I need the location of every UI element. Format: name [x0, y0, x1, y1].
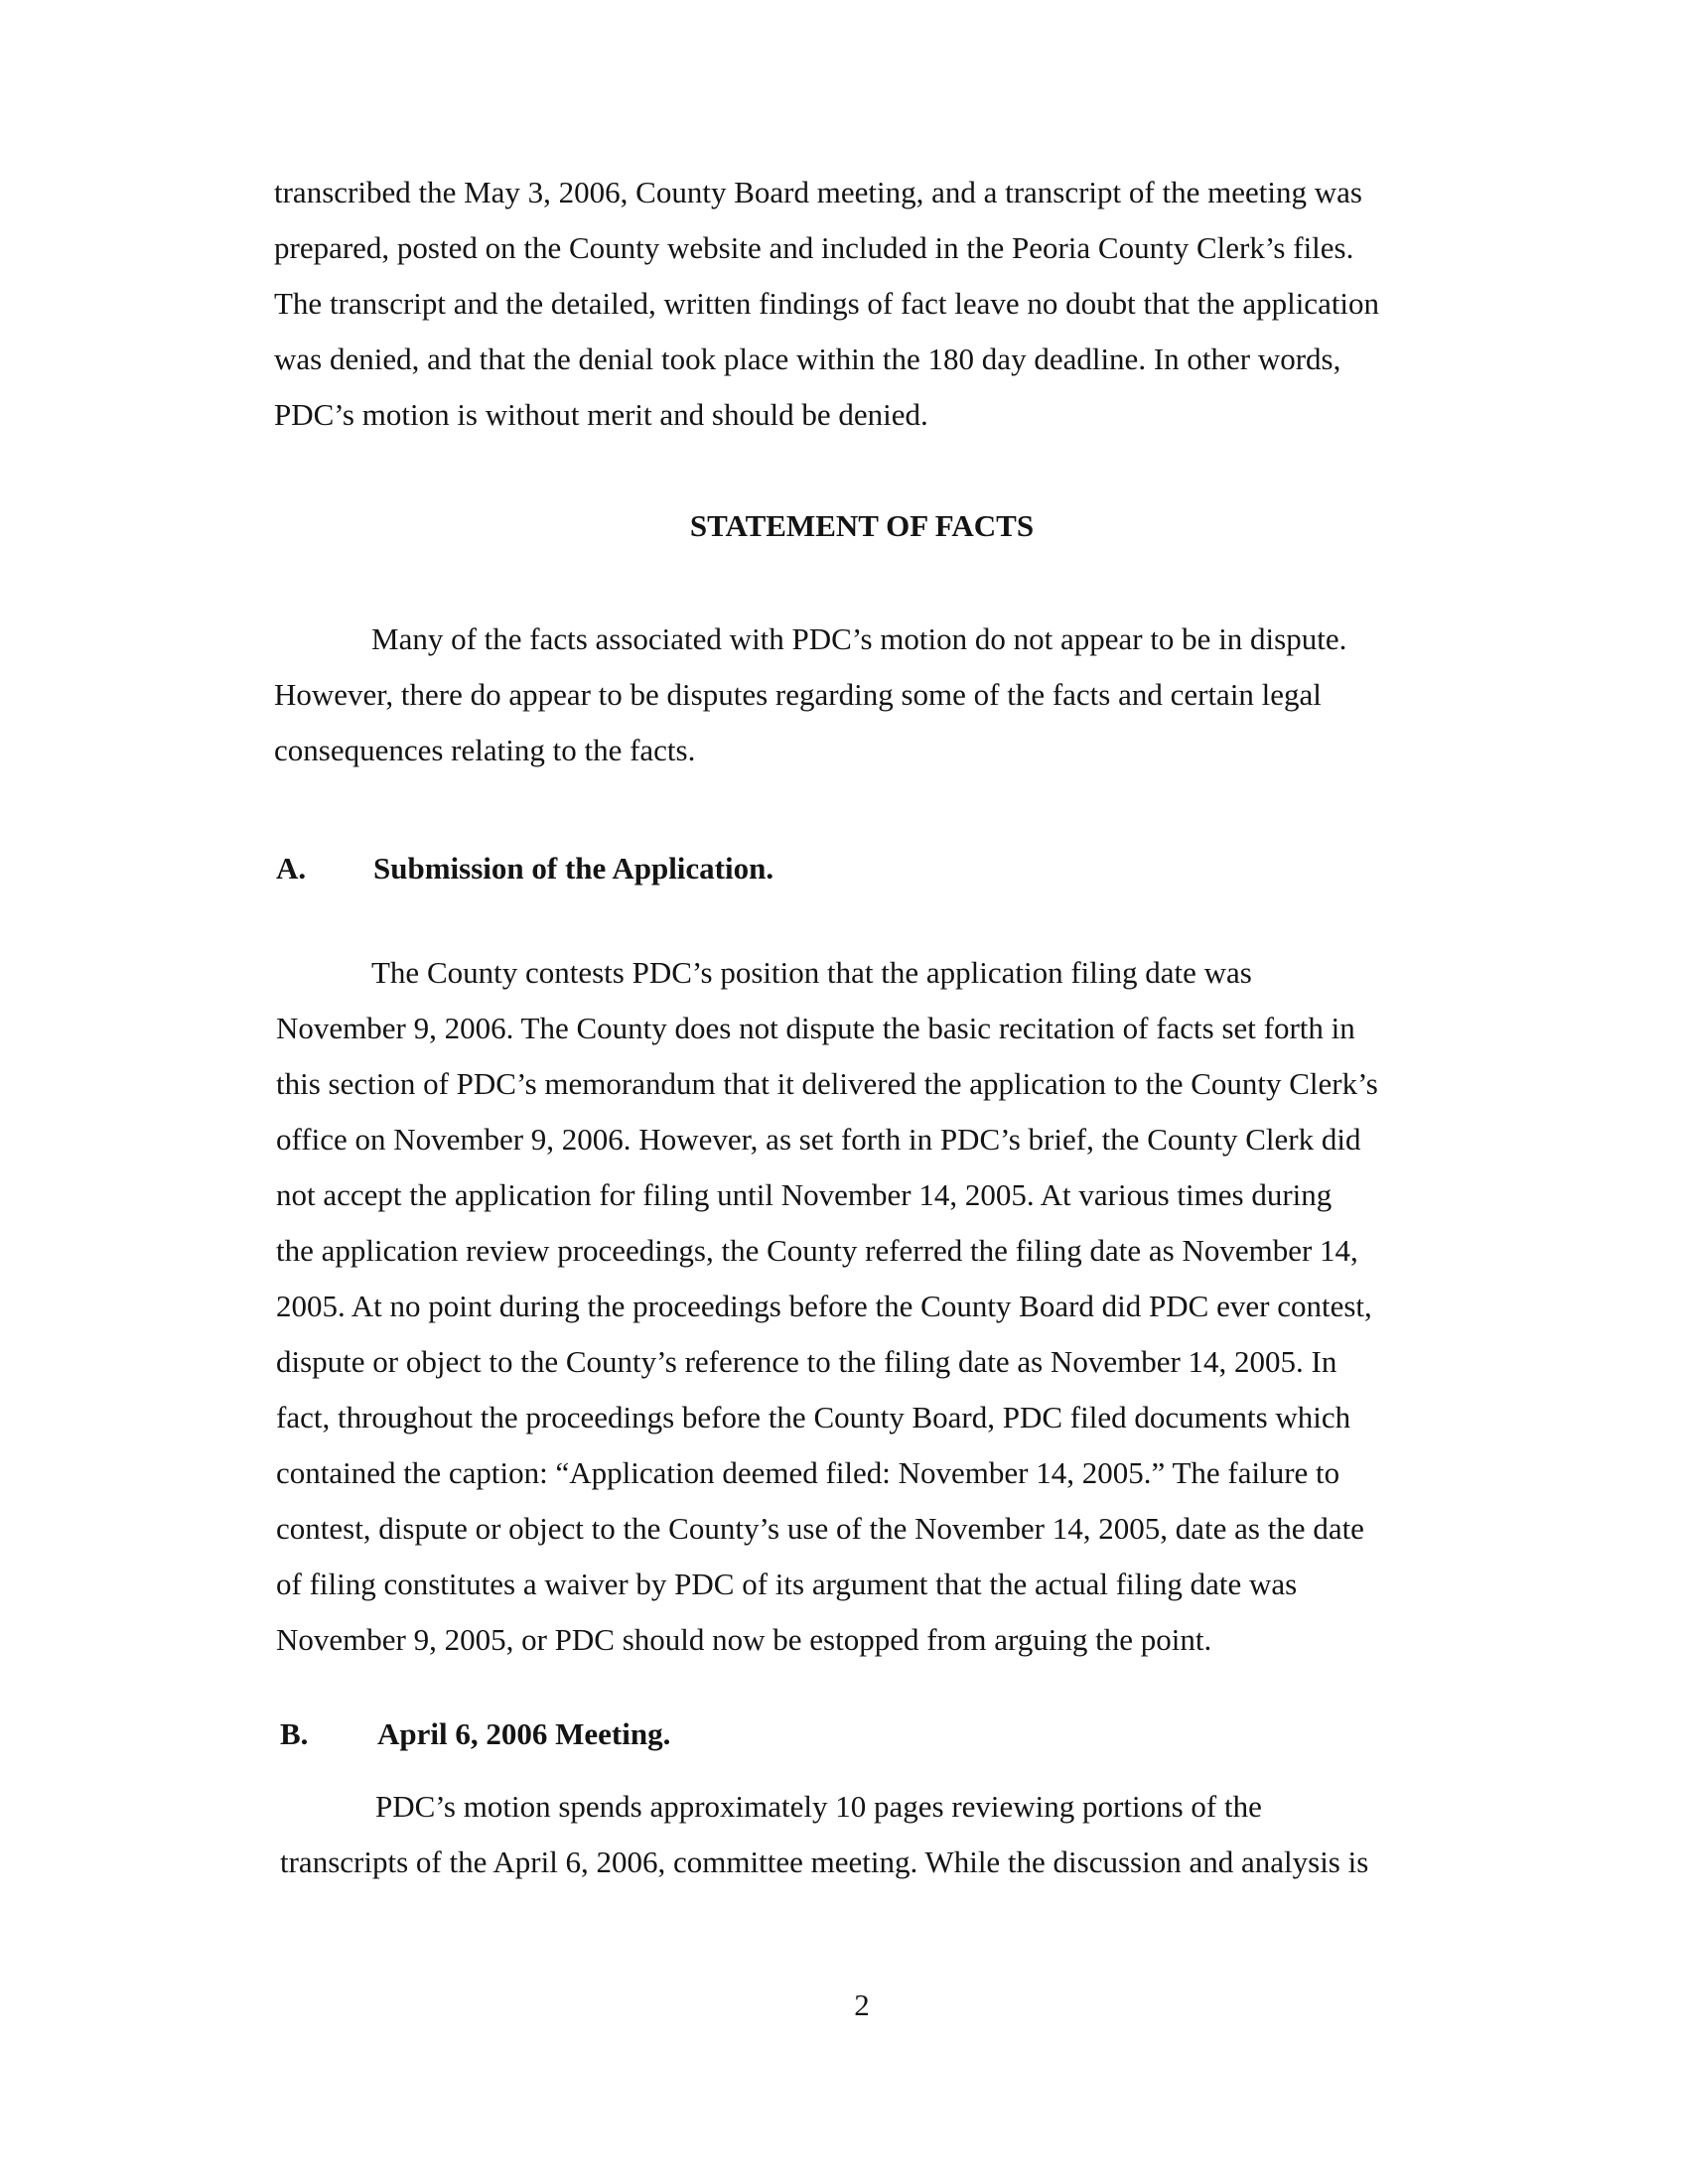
section-a-line: dispute or object to the County’s reference to the filing date as November 14, 2005. In — [276, 1344, 1337, 1379]
intro-line: transcribed the May 3, 2006, County Board meeting, and a transcript of the meeting was — [274, 175, 1362, 209]
section-a-line: not accept the application for filing until November 14, 2005. At various times during — [276, 1177, 1333, 1212]
intro-line: The transcript and the detailed, written findings of fact leave no doubt that the application — [274, 286, 1380, 321]
intro-line: was denied, and that the denial took place within the 180 day deadline. In other words, — [274, 341, 1341, 376]
section-a-line: office on November 9, 2006. However, as set forth in PDC’s brief, the County Clerk did — [276, 1122, 1361, 1157]
page-number: 2 — [854, 1987, 870, 2022]
section-a-line: fact, throughout the proceedings before the County Board, PDC filed documents which — [276, 1400, 1351, 1434]
statement-line: Many of the facts associated with PDC’s motion do not appear to be in dispute. — [371, 621, 1347, 656]
section-a-line: 2005. At no point during the proceedings before the County Board did PDC ever contest, — [276, 1289, 1372, 1323]
section-a-line: of filing constitutes a waiver by PDC of its argument that the actual filing date was — [276, 1567, 1298, 1601]
section-b-line: PDC’s motion spends approximately 10 pages reviewing portions of the — [375, 1789, 1262, 1824]
intro-line: prepared, posted on the County website and included in the Peoria County Clerk’s files. — [274, 230, 1354, 265]
statement-line: However, there do appear to be disputes regarding some of the facts and certain legal — [274, 677, 1322, 712]
section-a-line: November 9, 2006. The County does not dispute the basic recitation of facts set forth in — [276, 1011, 1355, 1045]
section-a-line: this section of PDC’s memorandum that it delivered the application to the County Clerk’s — [276, 1066, 1378, 1101]
section-b-line: transcripts of the April 6, 2006, committee meeting. While the discussion and analysis is — [280, 1844, 1369, 1879]
section-b-title: April 6, 2006 Meeting. — [377, 1716, 671, 1751]
section-a-line: the application review proceedings, the County referred the filing date as November 14, — [276, 1233, 1358, 1268]
section-a-title: Submission of the Application. — [373, 851, 774, 886]
section-a-line: The County contests PDC’s position that the application filing date was — [371, 955, 1252, 990]
section-a-line: November 9, 2005, or PDC should now be estopped from arguing the point. — [276, 1622, 1212, 1657]
statement-line: consequences relating to the facts. — [274, 733, 696, 767]
section-a-line: contest, dispute or object to the County’s use of the November 14, 2005, date as the date — [276, 1511, 1364, 1546]
section-a-letter: A. — [276, 851, 307, 886]
section-a-line: contained the caption: “Application deemed filed: November 14, 2005.” The failure to — [276, 1455, 1340, 1490]
intro-line: PDC’s motion is without merit and should be denied. — [274, 397, 928, 432]
statement-of-facts-heading: STATEMENT OF FACTS — [689, 508, 1035, 543]
section-b-letter: B. — [280, 1716, 309, 1751]
